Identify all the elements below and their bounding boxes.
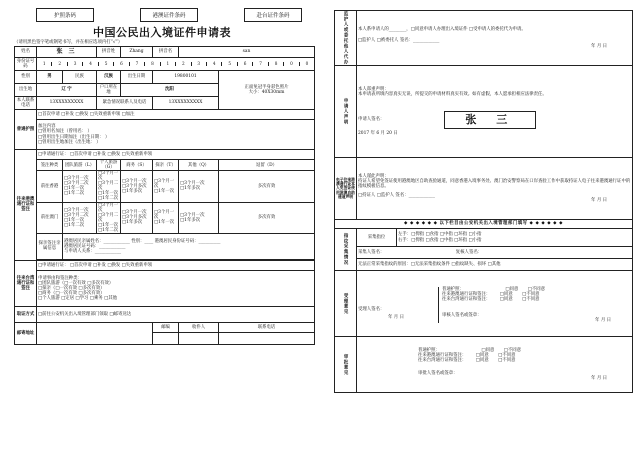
disagree-checkbox[interactable]: □不同意 [527,287,546,293]
agree-checkbox[interactable]: □同意 [505,287,519,293]
mail-phone-field[interactable] [219,332,315,344]
id-digit[interactable]: 3 [67,62,82,67]
approve-item: 普通护照： [418,347,440,353]
agree-checkbox[interactable]: □同意 [499,297,513,303]
signature-label: 申请人签名： [358,117,385,123]
declaration-section-label: 申请人声明 [335,66,357,158]
review-block[interactable] [357,271,633,337]
auto-channel-section-label: 电子往来港澳通行证本人免签证使用港澳自助通道声明 [335,158,357,220]
disagree-checkbox[interactable]: □不同意 [498,352,516,358]
approve-date[interactable]: 年 月 日 [591,376,608,382]
endorse-line[interactable]: □曾用出生日期加注（出生日期： ） [38,134,110,140]
application-form-right [334,10,633,393]
agree-checkbox[interactable]: □同意 [475,352,489,358]
fingerprint-fail-reason[interactable]: 无法正常采集指纹的原因：□无法采集指纹条件 □指纹缺失、损坏 □其他 [357,259,633,271]
mo-group-options[interactable]: □3个月一次 □3个月二次 □1年一次 □1年二次 [63,202,97,233]
hk-group-options[interactable]: □3个月一次 □3个月二次 □1年一次 □1年二次 [63,171,97,202]
id-digit[interactable]: 7 [129,62,144,67]
id-digit[interactable]: 8 [144,62,159,67]
name-field[interactable]: 张 三 [37,47,97,58]
kin-info-block[interactable] [63,233,315,259]
mail-address-field[interactable] [37,322,153,344]
pinyin-surname-label: 拼音姓 [97,47,121,58]
fingerprint-signers[interactable] [357,247,633,259]
approver-sign-label: 审批人签名或签章： [418,371,458,377]
kin-info-label: 探亲签注亲属信息 [37,233,63,259]
photo-size: 大小：40X30mm [248,90,285,95]
id-digit[interactable]: 6 [237,62,252,67]
tw-option[interactable]: □商务（□一次有效 □多次有效） [38,290,105,296]
name-label: 姓名 [15,47,37,58]
guardian-text: 本人系申请人的________，□同意申请人办理出入境证件 □受申请人的委托代为申请。 [358,27,526,33]
barcode-labels [12,8,312,22]
col-group-tour: 团队旅游（L） [63,160,97,171]
declaration-text: 本申请表所填内容真实无误，所提交的申请材料真实有效。如有虚假，本人愿承担相应法律责任。 [358,91,547,97]
approve-item: 往来港澳通行证和签注： [418,352,467,358]
ethnic-field[interactable]: 汉族 [97,71,121,84]
disagree-checkbox[interactable]: □不同意 [522,297,540,303]
id-digit[interactable]: 8 [268,62,283,67]
id-digit[interactable]: 0 [283,62,298,67]
disagree-checkbox[interactable]: □不同意 [498,357,516,363]
gender-field[interactable]: 男 [37,71,63,84]
photo-label: 正面免冠半身彩色照片 [244,84,289,90]
id-digit[interactable]: 4 [206,62,221,67]
auto-channel-date[interactable]: 年 月 日 [591,198,608,204]
passport-barcode-box: 护照条码 [36,8,94,22]
hukou-field[interactable]: 沈阳 [121,84,219,97]
application-form-left [14,46,315,345]
pickup-section-label: 取证方式 [15,306,37,322]
auto-channel-block[interactable] [357,158,633,220]
col-business: 商务（S） [121,160,153,171]
postcode-label: 邮编 [153,322,179,332]
hk-other-options[interactable]: □3个月一次 □1年多次 [179,171,219,202]
birthplace-label: 出生地 [15,84,37,97]
endorse-title: 加注内容 [38,124,56,130]
pinyin-given-field[interactable]: san [179,47,315,58]
approve-section-label: 审批意见 [335,337,357,393]
fingerprint-hands[interactable] [397,229,633,247]
guardian-block[interactable] [357,11,633,66]
agree-checkbox[interactable]: □同意 [499,292,513,298]
hukou-label: 户口所在地 [97,84,121,97]
id-digit[interactable]: 4 [82,62,97,67]
tw-option[interactable]: □探亲（□一次有效 □多次有效） [38,285,105,291]
kin-line[interactable]: 港澳居民亲属姓名：____________ 性别：____ 港澳居民身份证号码：__________ [64,238,221,244]
id-digit[interactable]: 6 [113,62,128,67]
id-digit[interactable]: 7 [252,62,267,67]
collector-sign-label: 采集人签名： [358,249,385,255]
id-number-label: 身份证号码 [15,58,37,71]
go-hk-label: 前往香港 [37,171,63,202]
col-individual-tour: 个人旅游（G） [97,160,121,171]
id-digit[interactable]: 0 [299,62,314,67]
recipient-label: 收件人 [179,322,219,332]
tw-option[interactable]: □个人旅游 □定居 □学习 □乘务 □其他 [38,295,118,301]
emergency-label: 紧急情况联系人及电话 [97,97,153,110]
auto-channel-title: 本人谨此声明： [358,173,389,179]
approve-item: 往来台湾通行证和签注： [418,357,467,363]
auditor-sign-label: 审核人签名或签章： [442,312,482,318]
id-digit[interactable]: 2 [175,62,190,67]
guardian-sign-line[interactable]: □监护人 □被委托人 签名：____________ [358,38,440,44]
endorse-block[interactable] [37,120,315,150]
col-family: 探亲（T） [153,160,179,171]
endorse-line[interactable]: □曾用名加注（曾用名： ） [38,129,92,135]
mail-phone-label: 联系电话 [219,322,315,332]
pinyin-given-label: 拼音名 [153,47,179,58]
form-title: 中国公民出入境证件申请表 [93,26,231,39]
photo-box[interactable] [219,71,315,110]
hkmo-barcode-box: 港澳证件条码 [140,8,198,22]
tw-option[interactable]: □团队旅游（□一次有效 □多次有效） [38,280,114,286]
kin-line[interactable]: 港澳居民证号码：____________ [64,243,126,249]
declaration-title: 本人郑重声明： [358,86,389,92]
id-digit[interactable]: 3 [191,62,206,67]
review-item: 往来台湾通行证和签注： [442,297,491,303]
gender-label: 性别 [15,71,37,84]
id-digit[interactable]: 1 [160,62,175,67]
official-use-divider: ◆ ◆ ◆ ◆ ◆ ◆ 以下栏目由公安机关出入境管理部门填写 ◆ ◆ ◆ ◆ ◆ ◆ [335,220,633,229]
passport-options[interactable]: □首次申请 □补发 □换发 □失效重新申领 □加注 [37,110,315,120]
mo-individual-options[interactable]: □3个月一次 □3个月二次 □1年一次 □1年二次 [97,202,121,233]
mo-business-options[interactable]: □3个月一次 □3个月多次 □1年多次 [121,202,153,233]
agree-checkbox[interactable]: □同意 [481,347,495,353]
id-digit[interactable]: 2 [51,62,66,67]
endorse-line[interactable]: □曾用出生地加注（出生地： ） [38,139,101,145]
passport-section-label: 普通护照 [15,110,37,150]
dob-field[interactable]: 19800101 [153,71,219,84]
tw-pass-options[interactable]: □申请通行证： □首次申请 □补发 □换发 □失效重新申领 [37,260,315,270]
ethnic-label: 民族 [63,71,97,84]
mo-family-options[interactable]: □3个月一次 □1年一次 [153,202,179,233]
contact-label: 本人联系电话 [15,97,37,110]
mo-stay-option[interactable]: 多次有效 [219,202,315,233]
tw-endorse-block[interactable] [37,270,315,306]
id-number-field[interactable] [37,58,315,71]
disagree-checkbox[interactable]: □不同意 [503,347,522,353]
approve-block[interactable] [357,337,633,393]
kin-line[interactable]: 与申请人关系：____________ [64,248,122,254]
id-digit[interactable]: 5 [221,62,236,67]
guardian-date[interactable]: 年 月 日 [591,43,608,49]
left-page [6,2,318,448]
signature-field[interactable]: 张 三 [444,111,536,130]
tw-endorse-title: 申请事由和签注种类： [38,275,82,281]
fingerprint-position-label: 采集指位 [357,229,397,247]
audit-date[interactable]: 年 月 日 [595,317,612,323]
right-page [330,2,634,448]
hk-individual-options[interactable]: □3个月一次 □3个月二次 □1年一次 □1年二次 [97,171,121,202]
hk-family-options[interactable]: □3个月一次 □1年一次 [153,171,179,202]
mo-other-options[interactable]: □3个月一次 □1年多次 [179,202,219,233]
declaration-block [357,66,633,158]
postcode-field[interactable] [153,332,179,344]
hkmo-endorse-label: 签注种类 [37,160,63,171]
tw-barcode-box: 赴台证件条码 [244,8,302,22]
fingerprint-section-label: 指纹采集情况 [335,229,357,271]
guardian-section-label: 监护人或委托他人代办 [335,11,357,66]
hk-stay-option[interactable]: 多次有效 [219,171,315,202]
col-stay: 逗留（D） [219,160,315,171]
review-item: 普通护照： [442,287,464,293]
signature-date[interactable]: 2017 年 6 月 20 日 [358,131,398,137]
disagree-checkbox[interactable]: □不同意 [522,292,540,298]
auto-channel-sign-line[interactable]: □持证人 □监护人 签名：____________ [358,193,435,199]
dob-label: 出生日期 [121,71,153,84]
contact-field[interactable]: 13XXXXXXXXX [37,97,97,110]
recipient-field[interactable] [179,332,219,344]
tw-section-label: 往来台湾通行证和签注 [15,260,37,306]
auto-channel-text: 持证人希望免签证使用港澳地区自助查验通道，同意香港入境事务处、澳门治安警察局在口岸查验工作中获取持证人电子往来港澳通行证中的指纹模板信息。 [358,178,631,189]
reviewer-sign-label: 复核人签名： [455,249,483,255]
go-mo-label: 前往澳门 [37,202,63,233]
agree-checkbox[interactable]: □同意 [475,357,489,363]
acceptor-sign-label: 受理人签名： [358,307,385,313]
hkmo-pass-options[interactable]: □申请通行证： □首次申请 □补发 □换发 □失效重新申领 [37,150,315,160]
col-other: 其他（Q） [179,160,219,171]
right-hand-options[interactable]: 右手：□拇指 □食指 □中指 □环指 □小指 [398,237,482,243]
pickup-options[interactable]: □前往公安机关出入境管理部门领取 □邮寄送达 [37,306,315,322]
left-hand-options[interactable]: 左手：□拇指 □食指 □中指 □环指 □小指 [398,232,482,238]
mail-address-label: 邮寄地址 [15,322,37,344]
id-digit[interactable]: 5 [98,62,113,67]
id-digit[interactable]: 1 [42,60,46,66]
pinyin-surname-field[interactable]: Zhang [121,47,153,58]
hkmo-section-label: 往来港澳通行证和签注 [15,150,37,261]
review-section-label: 受理意见 [335,271,357,337]
accept-date[interactable]: 年 月 日 [388,314,404,320]
review-item: 往来港澳通行证和签注： [442,292,491,298]
birthplace-field[interactable]: 辽 宁 [37,84,97,97]
emergency-field[interactable]: 13XXXXXXXXX [153,97,219,110]
form-note: （请用黑色签字笔或钢笔书写，并在相应选项内打“√”） [14,40,123,45]
hk-business-options[interactable]: □3个月一次 □3个月多次 □1年多次 [121,171,153,202]
